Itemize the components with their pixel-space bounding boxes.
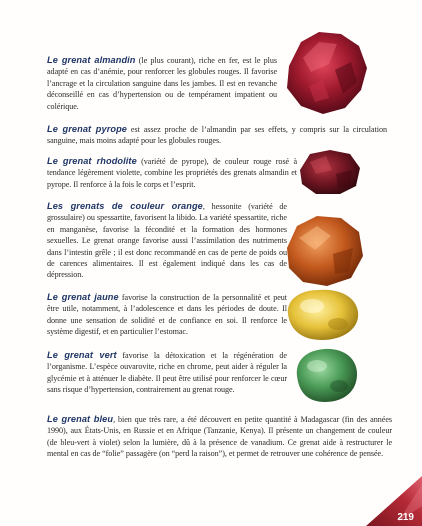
gem-name-orange: Les grenats de couleur orange xyxy=(47,201,203,211)
green-garnet-image xyxy=(293,346,359,404)
gem-description-orange: , hessonite (variété de grossulaire) ou spessartite, favorisent la libido. La variété spessartite, riche en manganèse, favorise la fécondité et la formation des hormones sexuelles. Le grenat orange favorise aussi l’assimilation des nutriments dans l’intestin grêle ; il est donc recommandé en cas de perte de poids ou de carences alimentaires. Il est également indiqué dans les cas de dépression. xyxy=(47,202,287,280)
orange-garnet-image xyxy=(283,214,365,288)
paragraph-vert xyxy=(47,350,287,396)
almandin-garnet-image xyxy=(279,28,371,118)
gem-description-pyrope: est assez proche de l’almandin par ses effets, y compris sur la circulation sanguine, mais moins adapté pour les globules rouges. xyxy=(47,125,387,146)
paragraph-bleu xyxy=(47,414,392,460)
paragraph-rhodolite xyxy=(47,156,297,190)
gem-description-vert: favorise la détoxication et la régénération de l’organisme. L’espèce ouvarovite, riche en chrome, peut aider à réguler la glycémie et à atténuer le diabète. Il peut être utilisé pour renforcer le cœur sans risque d’hypertension, contrairement au grenat rouge. xyxy=(47,351,287,395)
page-number: 219 xyxy=(397,512,414,523)
gem-name-almandin: Le grenat almandin xyxy=(47,55,136,65)
paragraph-pyrope xyxy=(47,124,387,147)
paragraph-jaune xyxy=(47,292,287,338)
gem-name-pyrope: Le grenat pyrope xyxy=(47,124,128,134)
yellow-garnet-image xyxy=(282,286,360,342)
gem-description-rhodolite: (variété de pyrope), de couleur rouge rosé à tendance légèrement violette, combine les propriétés des grenats almandin et pyrope. Il renforce à la fois le corps et l’esprit. xyxy=(47,157,297,189)
gem-name-bleu: Le grenat bleu xyxy=(47,414,114,424)
gem-name-rhodolite: Le grenat rhodolite xyxy=(47,156,137,166)
gem-description-jaune: favorise la construction de la personnalité et peut être utile, notamment, à l’adolescence et dans les périodes de doute. Il donne une sensation de solidité et de confiance en soi. Il renforce le système digestif, et en particulier l’estomac. xyxy=(47,293,287,337)
paragraph-orange xyxy=(47,201,287,281)
gem-name-jaune: Le grenat jaune xyxy=(47,292,119,302)
gem-description-bleu: , bien que très rare, a été découvert en petite quantité à Madagascar (fin des années 1990), aux États-Unis, en Russie et en Afrique (Tanzanie, Kenya). Il présente un changement de couleur (de bleu-vert à violet) selon la lumière, dû à la présence de vanadium. Ce grenat aide à restructurer le mental en cas de “folie” passagère (on “perd la raison”), et permet de retrouver une cohérence de pensée. xyxy=(47,415,392,459)
gem-name-vert: Le grenat vert xyxy=(47,350,117,360)
gem-description-almandin: (le plus courant), riche en fer, est le plus adapté en cas d’anémie, pour renforcer les globules rouges. Il favorise l’ancrage et la circulation sanguine dans les jambes. Il est en revanche déconseillé en cas d’hypertension ou de tempérament impatient ou colérique. xyxy=(47,56,277,111)
paragraph-almandin xyxy=(47,55,277,112)
rhodolite-garnet-image xyxy=(296,148,362,196)
